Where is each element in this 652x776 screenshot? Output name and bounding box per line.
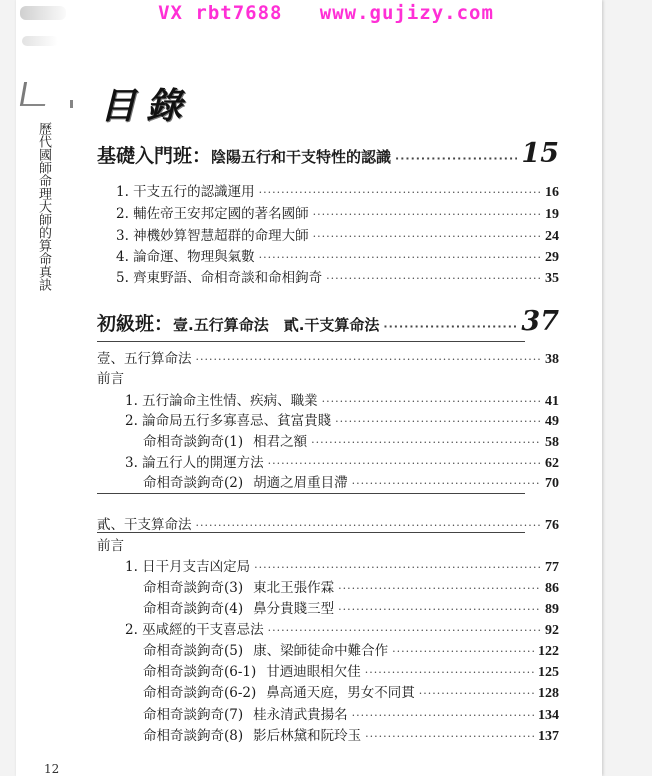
entry-title: 3. 神機妙算智慧超群的命理大師 — [116, 228, 309, 244]
leader-dots — [352, 477, 541, 490]
page-ref: 49 — [545, 414, 559, 429]
toc-subentry[interactable] — [143, 576, 559, 597]
leader-dots — [338, 582, 541, 595]
page-ref: 86 — [545, 581, 559, 596]
page-ref: 128 — [538, 686, 559, 701]
toc-subentry[interactable] — [143, 430, 559, 451]
section-title: 基礎入門班： — [97, 145, 212, 167]
toc-entry[interactable] — [125, 409, 559, 430]
entry-title: 3. 論五行人的開運方法 — [125, 455, 264, 471]
toc-entry[interactable] — [116, 224, 559, 245]
page-ref: 62 — [545, 456, 559, 471]
entry-title: 1. 日干月支吉凶定局 — [125, 559, 251, 575]
page-ref: 29 — [545, 250, 559, 265]
part-title: 壹、五行算命法 — [97, 351, 192, 367]
toc-entry[interactable] — [125, 618, 559, 639]
page-ref: 58 — [545, 435, 559, 450]
entry-title: 2. 巫咸經的干支喜忌法 — [125, 622, 264, 638]
toc-part[interactable] — [97, 347, 559, 368]
toc-subentry[interactable] — [143, 597, 559, 618]
toc-entry[interactable] — [125, 555, 559, 576]
subentry-topic: 影后林黛和阮玲玉 — [253, 728, 362, 744]
leader-dots — [352, 709, 534, 722]
subentry-title: 命相奇談鉤奇(7) — [143, 707, 244, 723]
subentry-title: 命相奇談鉤奇(3) — [143, 580, 244, 596]
page-ref: 76 — [545, 518, 559, 533]
subentry-topic: 康、梁師徒命中難合作 — [253, 643, 389, 659]
page-ref: 41 — [545, 394, 559, 409]
page-ref: 77 — [545, 560, 559, 575]
page-ref: 19 — [545, 207, 559, 222]
toc-entry[interactable] — [116, 202, 559, 223]
section-divider — [97, 532, 525, 533]
preface-label[interactable]: 前言 — [97, 538, 124, 554]
subentry-title: 命相奇談鉤奇(8) — [143, 728, 244, 744]
subentry-topic: 相君之額 — [253, 434, 308, 450]
subentry-topic: 桂永清武貴揚名 — [253, 707, 348, 723]
page-number: 12 — [44, 762, 60, 776]
toc-subentry[interactable] — [143, 471, 559, 492]
section-subtitle: 陰陽五行和干支特性的認識 — [211, 148, 392, 166]
subentry-title: 命相奇談鉤奇(1) — [143, 434, 244, 450]
page-ref: 92 — [545, 623, 559, 638]
toc-entry[interactable] — [116, 266, 559, 287]
subentry-topic: 甘迺迪眼相欠佳 — [266, 664, 361, 680]
entry-title: 2. 論命局五行多寡喜忌、貧富貴賤 — [125, 413, 332, 429]
entry-title: 4. 論命運、物理與氣數 — [116, 249, 255, 265]
running-title: 歷代國師命理大師的算命真訣 — [36, 122, 51, 291]
page-ref: 137 — [538, 729, 559, 744]
entry-title: 1. 干支五行的認識運用 — [116, 184, 255, 200]
subentry-topic: 鼻高通天庭，男女不同貫 — [266, 685, 415, 701]
watermark-text: VX rbt7688 www.gujizy.com — [158, 2, 494, 24]
toc-subentry[interactable] — [143, 703, 559, 724]
toc-part[interactable] — [97, 513, 559, 534]
subentry-title: 命相奇談鉤奇(5) — [143, 643, 244, 659]
leader-dots — [326, 272, 541, 285]
subentry-title: 命相奇談鉤奇(6-1) — [143, 664, 257, 680]
subentry-title: 命相奇談鉤奇(6-2) — [143, 685, 257, 701]
subentry-title: 命相奇談鉤奇(4) — [143, 601, 244, 617]
leader-dots — [365, 730, 534, 743]
toc-section[interactable] — [97, 138, 559, 169]
subentry-title: 命相奇談鉤奇(2) — [143, 475, 244, 491]
leader-dots — [322, 395, 541, 408]
leader-dots — [196, 519, 542, 532]
leader-dots — [311, 436, 541, 449]
entry-title: 1. 五行論命主性情、疾病、職業 — [125, 393, 318, 409]
part-title: 貳、干支算命法 — [97, 517, 192, 533]
entry-title: 2. 輔佐帝王安邦定國的著名國師 — [116, 206, 309, 222]
leader-dots — [313, 230, 541, 243]
leader-dots — [419, 687, 534, 700]
toc-entry[interactable] — [116, 180, 559, 201]
section-subtitle: 壹.五行算命法 貳.干支算命法 — [173, 316, 380, 334]
page-ref: 134 — [538, 708, 559, 723]
leader-dots — [335, 415, 541, 428]
subentry-topic: 東北王張作霖 — [253, 580, 335, 596]
leader-dots — [365, 666, 534, 679]
page-ref: 37 — [521, 306, 559, 337]
page-title: 目錄 — [100, 85, 193, 127]
section-divider — [97, 493, 525, 494]
toc-section[interactable] — [97, 306, 559, 337]
page-ref: 70 — [545, 476, 559, 491]
toc-entry[interactable] — [125, 451, 559, 472]
leader-dots — [313, 208, 541, 221]
section-title: 初級班： — [97, 313, 174, 335]
toc-subentry[interactable] — [143, 724, 559, 745]
toc-subentry[interactable] — [143, 681, 559, 702]
leader-dots — [254, 561, 541, 574]
leader-dots — [338, 603, 541, 616]
leader-dots — [268, 457, 541, 470]
leader-dots — [392, 645, 534, 658]
toc-subentry[interactable] — [143, 660, 559, 681]
toc-subentry[interactable] — [143, 639, 559, 660]
leader-dots — [259, 251, 541, 264]
leader-dots — [259, 186, 541, 199]
page-ref: 15 — [521, 138, 559, 169]
page-ref: 125 — [538, 665, 559, 680]
page-ref: 24 — [545, 229, 559, 244]
page-ref: 38 — [545, 352, 559, 367]
toc-entry[interactable] — [125, 389, 559, 410]
page-ref: 122 — [538, 644, 559, 659]
entry-title: 5. 齊東野語、命相奇談和命相鉤奇 — [116, 270, 323, 286]
page-ref: 89 — [545, 602, 559, 617]
page-ref: 35 — [545, 271, 559, 286]
toc-entry[interactable] — [116, 245, 559, 266]
subentry-topic: 鼻分貴賤三型 — [253, 601, 335, 617]
leader-dots — [383, 320, 517, 333]
leader-dots — [395, 152, 517, 165]
leader-dots — [268, 624, 541, 637]
page-ref: 16 — [545, 185, 559, 200]
section-divider — [97, 341, 525, 342]
subentry-topic: 胡適之眉重目滯 — [253, 475, 348, 491]
leader-dots — [196, 353, 542, 366]
preface-label[interactable]: 前言 — [97, 371, 124, 387]
